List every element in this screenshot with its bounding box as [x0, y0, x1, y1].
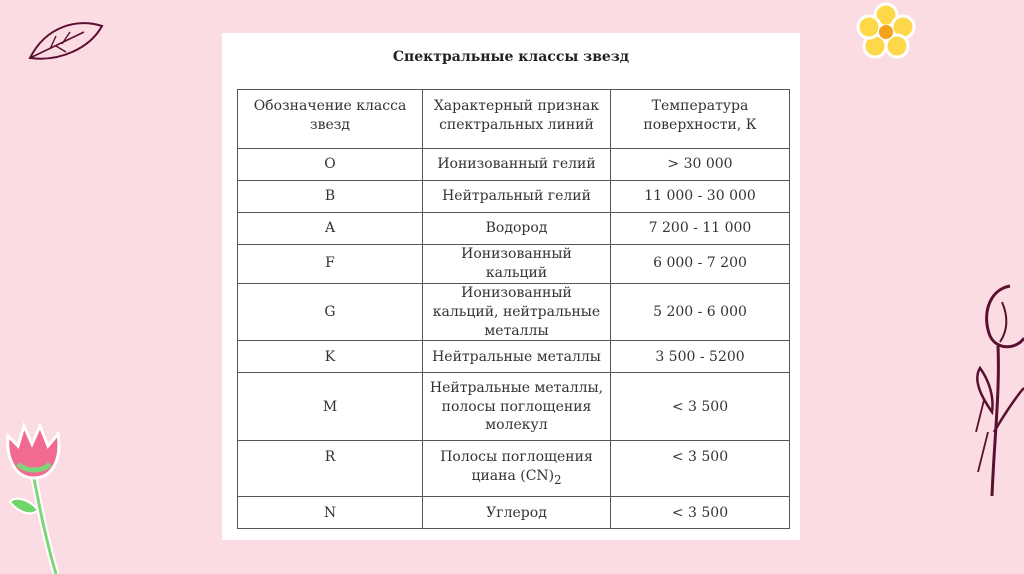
tulip-icon: [0, 420, 70, 574]
temperature-cell: 6 000 - 7 200: [611, 245, 790, 284]
header-temperature: Температура поверхности, К: [611, 90, 790, 149]
feature-cell: Ионизованный кальций, нейтральные металлы: [423, 283, 611, 341]
class-cell: O: [238, 149, 423, 181]
table-row: [238, 283, 790, 341]
feature-text: Полосы поглощения циана (CN): [440, 449, 593, 485]
temperature-cell: < 3 500: [611, 441, 790, 497]
feature-cell: [423, 441, 611, 497]
temperature-cell: 5 200 - 6 000: [611, 283, 790, 341]
table-row: [238, 213, 790, 245]
table-row: [238, 181, 790, 213]
feature-cell: Ионизованный гелий: [423, 149, 611, 181]
table-title: Спектральные классы звезд: [392, 49, 630, 65]
class-cell: A: [238, 213, 423, 245]
feature-cell: Нейтральные металлы: [423, 341, 611, 373]
table-row: [238, 441, 790, 497]
temperature-cell: < 3 500: [611, 497, 790, 529]
class-cell: R: [238, 441, 423, 497]
class-cell: N: [238, 497, 423, 529]
temperature-cell: > 30 000: [611, 149, 790, 181]
class-cell: F: [238, 245, 423, 284]
temperature-cell: 11 000 - 30 000: [611, 181, 790, 213]
spectral-class-table: [237, 89, 790, 529]
flower-icon: [856, 2, 916, 60]
tulip-outline-icon: [968, 282, 1024, 502]
class-cell: M: [238, 373, 423, 441]
feature-cell: Ионизованный кальций: [423, 245, 611, 284]
header-class: Обозначение класса звезд: [238, 90, 423, 149]
feature-cell: Углерод: [423, 497, 611, 529]
table-card: [222, 33, 800, 540]
table-row: [238, 149, 790, 181]
feature-cell: Нейтральные металлы, полосы поглощения молекул: [423, 373, 611, 441]
table-row: [238, 341, 790, 373]
table-row: [238, 373, 790, 441]
class-cell: K: [238, 341, 423, 373]
leaf-doodle-icon: [26, 18, 106, 64]
table-row: [238, 497, 790, 529]
feature-cell: Нейтральный гелий: [423, 181, 611, 213]
table-header-row: [238, 90, 790, 149]
feature-cell: Водород: [423, 213, 611, 245]
temperature-cell: 3 500 - 5200: [611, 341, 790, 373]
class-cell: G: [238, 283, 423, 341]
header-feature: Характерный признак спектральных линий: [423, 90, 611, 149]
temperature-cell: 7 200 - 11 000: [611, 213, 790, 245]
temperature-cell: < 3 500: [611, 373, 790, 441]
table-row: [238, 245, 790, 284]
class-cell: B: [238, 181, 423, 213]
feature-subscript: 2: [554, 473, 562, 488]
